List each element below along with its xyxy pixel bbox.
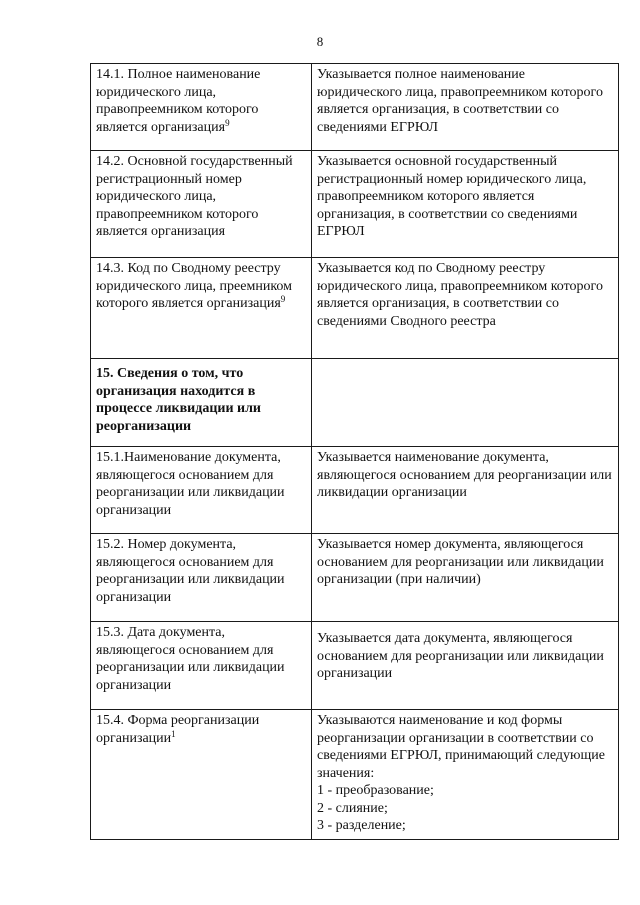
row-description-14-1: Указывается полное наименование юридического лица, правопреемником которого является организация, в соответствии со сведениями ЕГРЮЛ	[312, 64, 619, 151]
row-label-15-3: 15.3. Дата документа, являющегося основанием для реорганизации или ликвидации организации	[91, 622, 312, 710]
row-description-15-1: Указывается наименование документа, являющегося основанием для реорганизации или ликвидации организации	[312, 447, 619, 534]
row-label-15-2: 15.2. Номер документа, являющегося основанием для реорганизации или ликвидации организации	[91, 534, 312, 622]
section-heading-15: 15. Сведения о том, что организация находится в процессе ликвидации или реорганизации	[91, 359, 312, 447]
table-row-15-4	[91, 710, 619, 840]
table-row-14-3	[91, 258, 619, 359]
row-label-15-4	[91, 710, 312, 840]
table-row-14-2	[91, 151, 619, 258]
row-description-15-3: Указывается дата документа, являющегося основанием для реорганизации или ликвидации организации	[312, 622, 619, 710]
row-description-15-2: Указывается номер документа, являющегося основанием для реорганизации или ликвидации организации (при наличии)	[312, 534, 619, 622]
table-row-15-1	[91, 447, 619, 534]
footnote-marker: 1	[171, 728, 176, 739]
table-row-15-3	[91, 622, 619, 710]
row-description-14-3: Указывается код по Сводному реестру юридического лица, правопреемником которого является организация, в соответствии со сведениями Сводного реестра	[312, 258, 619, 359]
row-label-14-2: 14.2. Основной государственный регистрационный номер юридического лица, правопреемником которого является организация	[91, 151, 312, 258]
row-label-text: 14.3. Код по Сводному реестру юридического лица, преемником которого является организация	[96, 261, 292, 311]
row-description-15-4	[312, 710, 619, 840]
form-description-intro: Указываются наименование и код формы реорганизации организации в соответствии со сведениями ЕГРЮЛ, принимающий следующие значения:	[317, 713, 605, 781]
table-row-14-1	[91, 64, 619, 151]
row-label-14-1	[91, 64, 312, 151]
row-label-14-3	[91, 258, 312, 359]
list-item: 2 - слияние;	[317, 800, 388, 816]
row-description-14-2: Указывается основной государственный регистрационный номер юридического лица, правопреемником которого является организация, в соответствии со сведениями ЕГРЮЛ	[312, 151, 619, 258]
row-label-15-1: 15.1.Наименование документа, являющегося основанием для реорганизации или ликвидации организации	[91, 447, 312, 534]
table-row-15-2	[91, 534, 619, 622]
row-label-text: 14.1. Полное наименование юридического лица, правопреемником которого является организация	[96, 67, 261, 135]
document-table	[90, 63, 619, 840]
list-item: 1 - преобразование;	[317, 783, 434, 798]
footnote-marker: 9	[225, 117, 230, 128]
row-label-text: 15.4. Форма реорганизации организации	[96, 713, 260, 746]
list-item: 3 - разделение;	[317, 818, 406, 833]
table-row-15	[91, 359, 619, 447]
page-number: 8	[316, 34, 324, 49]
footnote-marker: 9	[280, 294, 286, 304]
row-description-15	[312, 359, 619, 447]
